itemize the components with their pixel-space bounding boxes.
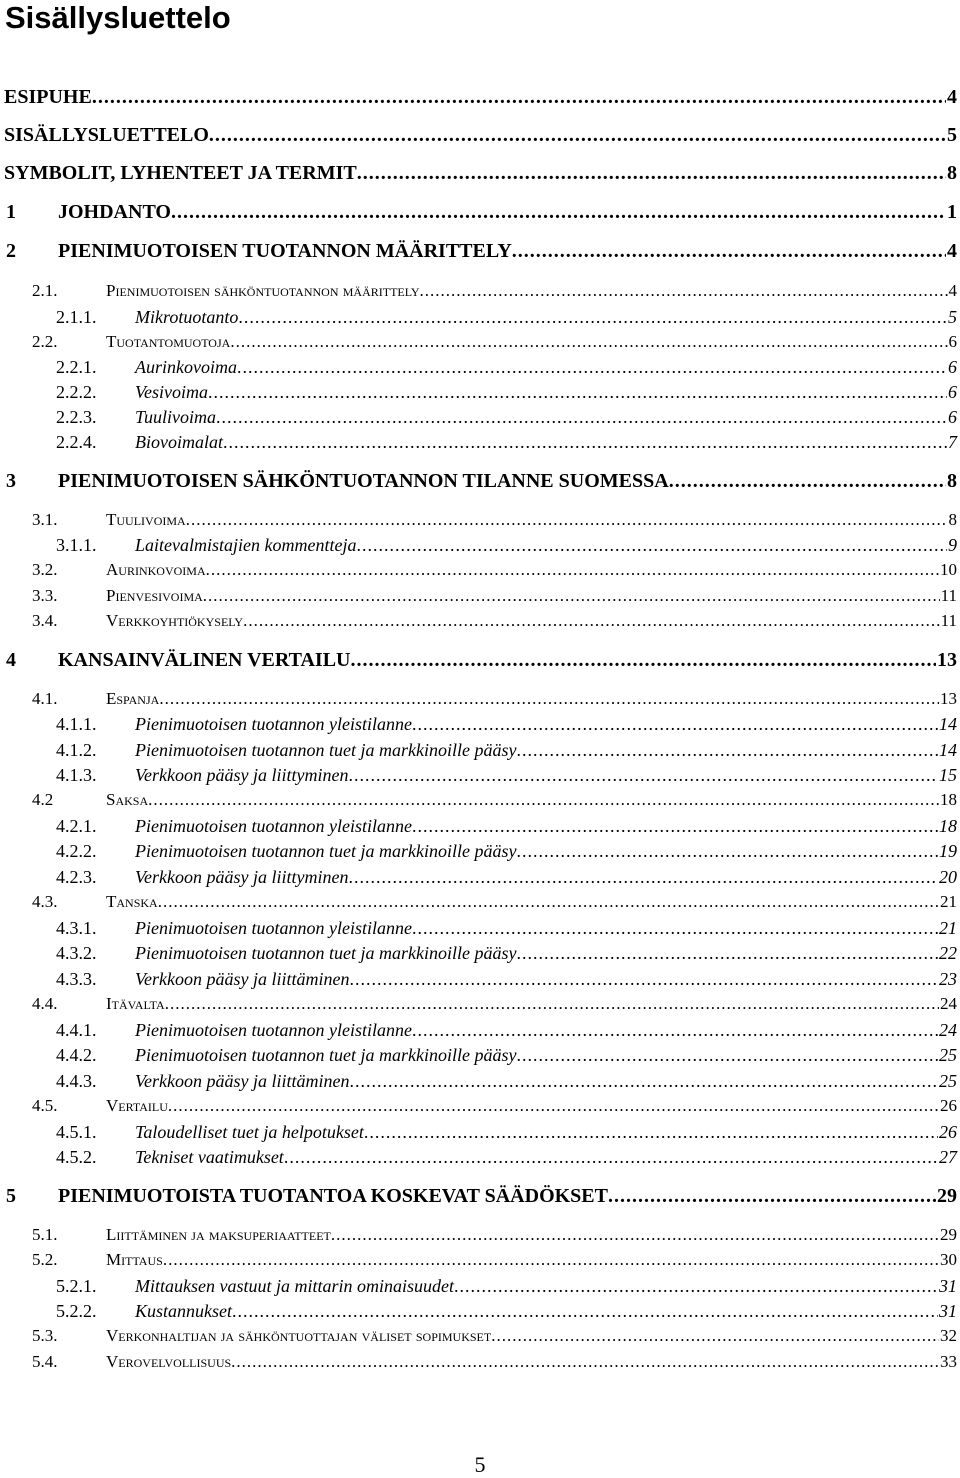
- dot-leader: [92, 86, 946, 109]
- toc-entry-label: Pienvesivoima: [106, 586, 203, 605]
- toc-entry[interactable]: [0, 1071, 960, 1097]
- dot-leader: [669, 470, 946, 493]
- toc-entry-number: 3: [6, 470, 16, 492]
- toc-entry-label: Kustannukset: [135, 1301, 232, 1321]
- dot-leader: [349, 1071, 938, 1092]
- toc-entry[interactable]: [0, 586, 960, 612]
- toc-entry-label: Pienimuotoisen tuotannon yleistilanne: [135, 714, 412, 734]
- toc-entry-number: 1: [6, 201, 16, 223]
- toc-entry-label: Verkkoon pääsy ja liittäminen: [135, 969, 350, 989]
- toc-entry-page: 6: [948, 332, 957, 351]
- toc-entry[interactable]: [0, 740, 960, 766]
- dot-leader: [351, 649, 937, 672]
- toc-entry-label: Tanska: [106, 892, 158, 911]
- toc-entry-number: 5.2.2.: [56, 1301, 97, 1321]
- toc-entry-label: Taloudelliset tuet ja helpotukset: [135, 1122, 364, 1142]
- toc-entry[interactable]: [0, 994, 960, 1020]
- toc-entry[interactable]: [0, 1326, 960, 1352]
- toc-entry-number: 3.2.: [32, 560, 58, 579]
- toc-entry-page: 30: [940, 1250, 957, 1269]
- toc-entry-label: Mittauksen vastuut ja mittarin ominaisuudet: [135, 1276, 454, 1296]
- toc-entry[interactable]: [0, 1250, 960, 1276]
- toc-entry[interactable]: [0, 765, 960, 791]
- toc-entry[interactable]: [0, 714, 960, 740]
- toc-entry-label: PIENIMUOTOISTA TUOTANTOA KOSKEVAT SÄÄDÖKSET: [58, 1185, 608, 1207]
- toc-entry[interactable]: [0, 790, 960, 816]
- toc-entry-label: Liittäminen ja maksuperiaatteet: [106, 1225, 331, 1244]
- toc-entry-label: Espanja: [106, 689, 160, 708]
- toc-entry-page: 31: [939, 1276, 957, 1296]
- toc-entry-number: 4.3.3.: [56, 969, 97, 989]
- toc-entry-page: 33: [940, 1352, 957, 1371]
- toc-entry-label: PIENIMUOTOISEN TUOTANNON MÄÄRITTELY: [58, 240, 512, 262]
- toc-entry-number: 4.4.: [32, 994, 58, 1013]
- toc-entry[interactable]: [0, 307, 960, 333]
- dot-leader: [163, 1250, 939, 1270]
- toc-entry-label: Tuulivoima: [106, 510, 186, 529]
- toc-entry-page: 32: [940, 1326, 957, 1345]
- toc-entry-page: 25: [939, 1071, 957, 1091]
- toc-entry-page: 11: [940, 586, 957, 605]
- toc-entry[interactable]: [0, 918, 960, 944]
- toc-entry-page: 8: [947, 470, 957, 492]
- toc-entry[interactable]: [0, 1045, 960, 1071]
- toc-entry[interactable]: [0, 1096, 960, 1122]
- toc-entry-number: 4.2.1.: [56, 816, 97, 836]
- dot-leader: [512, 240, 946, 263]
- toc-entry[interactable]: [0, 240, 960, 266]
- dot-leader: [186, 510, 948, 530]
- dot-leader: [348, 765, 938, 786]
- toc-entry-page: 5: [947, 124, 957, 146]
- toc-entry[interactable]: [0, 357, 960, 383]
- toc-entry[interactable]: [0, 407, 960, 433]
- toc-entry-label: JOHDANTO: [58, 201, 171, 223]
- toc-entry-number: 2.2.2.: [56, 382, 97, 402]
- dot-leader: [412, 714, 938, 735]
- toc-entry-page: 9: [948, 535, 957, 555]
- toc-entry-label: Pienimuotoisen sähköntuotannon määrittely: [106, 281, 420, 300]
- toc-entry-page: 4: [947, 86, 957, 108]
- toc-entry-page: 13: [937, 649, 957, 671]
- toc-entry-number: 4.1.: [32, 689, 58, 708]
- toc-entry-label: Mikrotuotanto: [135, 307, 239, 327]
- toc-entry-page: 27: [939, 1147, 957, 1167]
- toc-entry[interactable]: [0, 124, 960, 150]
- toc-entry-page: 13: [940, 689, 957, 708]
- toc-entry-number: 4.1.3.: [56, 765, 97, 785]
- toc-entry-page: 29: [940, 1225, 957, 1244]
- toc-entry-label: Aurinkovoima: [135, 357, 237, 377]
- toc-entry-label: Mittaus: [106, 1250, 163, 1269]
- toc-entry-page: 26: [939, 1122, 957, 1142]
- toc-entry-label: Verovelvollisuus: [106, 1352, 232, 1371]
- dot-leader: [412, 1020, 938, 1041]
- toc-entry[interactable]: [0, 943, 960, 969]
- dot-leader: [243, 611, 940, 631]
- toc-entry[interactable]: [0, 1147, 960, 1173]
- toc-entry-number: 5.1.: [32, 1225, 58, 1244]
- dot-leader: [171, 201, 946, 224]
- dot-leader: [209, 124, 946, 147]
- toc-entry-label: Tekniset vaatimukset: [135, 1147, 284, 1167]
- toc-entry-page: 15: [939, 765, 957, 785]
- toc-entry-label: Pienimuotoisen tuotannon tuet ja markkinoille pääsy: [135, 1045, 517, 1065]
- dot-leader: [203, 586, 940, 606]
- dot-leader: [412, 918, 938, 939]
- toc-entry-number: 2.2.4.: [56, 432, 97, 452]
- toc-entry-label: SISÄLLYSLUETTELO: [4, 124, 209, 146]
- toc-entry-number: 3.4.: [32, 611, 58, 630]
- toc-entry-label: Tuotantomuotoja: [106, 332, 231, 351]
- toc-entry[interactable]: [0, 560, 960, 586]
- toc-entry-page: 4: [948, 281, 957, 300]
- toc-entry[interactable]: [0, 1225, 960, 1251]
- toc-entry-number: 2.2.: [32, 332, 58, 351]
- toc-entry-page: 22: [939, 943, 957, 963]
- toc-entry-page: 5: [948, 307, 957, 327]
- toc-entry-label: Verkkoon pääsy ja liittäminen: [135, 1071, 350, 1091]
- toc-entry-label: Itävalta: [106, 994, 165, 1013]
- toc-entry-page: 18: [940, 790, 957, 809]
- toc-entry[interactable]: [0, 201, 960, 227]
- dot-leader: [237, 357, 947, 378]
- toc-entry-number: 4.2: [32, 790, 54, 809]
- dot-leader: [364, 1122, 938, 1143]
- toc-entry-page: 1: [947, 201, 957, 223]
- toc-entry[interactable]: [0, 1020, 960, 1046]
- toc-entry-number: 4.5.1.: [56, 1122, 97, 1142]
- toc-entry-label: KANSAINVÄLINEN VERTAILU: [58, 649, 351, 671]
- toc-entry-number: 4.2.3.: [56, 867, 97, 887]
- dot-leader: [216, 407, 947, 428]
- toc-entry-number: 2.1.: [32, 281, 58, 300]
- toc-entry-number: 4.4.1.: [56, 1020, 97, 1040]
- dot-leader: [148, 790, 939, 810]
- toc-entry-label: Pienimuotoisen tuotannon tuet ja markkinoille pääsy: [135, 841, 517, 861]
- toc-entry-page: 8: [947, 162, 957, 184]
- toc-entry[interactable]: [0, 432, 960, 458]
- toc-entry[interactable]: [0, 332, 960, 358]
- toc-entry-number: 3.1.: [32, 510, 58, 529]
- dot-leader: [349, 969, 938, 990]
- dot-leader: [331, 1225, 939, 1245]
- toc-entry[interactable]: [0, 281, 960, 307]
- dot-leader: [230, 332, 947, 352]
- toc-entry-page: 6: [948, 382, 957, 402]
- dot-leader: [231, 1352, 939, 1372]
- toc-entry-number: 2.1.1.: [56, 307, 97, 327]
- toc-entry-label: Pienimuotoisen tuotannon yleistilanne: [135, 816, 412, 836]
- toc-entry[interactable]: [0, 510, 960, 536]
- toc-entry[interactable]: [0, 1122, 960, 1148]
- toc-entry-label: ESIPUHE: [4, 86, 92, 108]
- toc-entry-label: Vesivoima: [135, 382, 208, 402]
- toc-entry-page: 24: [940, 994, 957, 1013]
- toc-entry-number: 4.5.: [32, 1096, 58, 1115]
- toc-entry-page: 21: [940, 892, 957, 911]
- dot-leader: [223, 432, 947, 453]
- toc-entry-page: 4: [947, 240, 957, 262]
- toc-entry-label: Pienimuotoisen tuotannon yleistilanne: [135, 918, 412, 938]
- toc-entry[interactable]: [0, 867, 960, 893]
- toc-entry-page: 21: [939, 918, 957, 938]
- toc-entry-label: Pienimuotoisen tuotannon tuet ja markkinoille pääsy: [135, 943, 517, 963]
- toc-entry[interactable]: [0, 689, 960, 715]
- toc-entry[interactable]: [0, 892, 960, 918]
- dot-leader: [357, 162, 946, 185]
- dot-leader: [516, 740, 938, 761]
- toc-entry[interactable]: [0, 382, 960, 408]
- toc-entry-page: 6: [948, 407, 957, 427]
- dot-leader: [208, 382, 947, 403]
- toc-entry-label: Saksa: [106, 790, 149, 809]
- toc-entry-number: 2.2.3.: [56, 407, 97, 427]
- toc-entry-page: 24: [939, 1020, 957, 1040]
- toc-entry-number: 4.1.2.: [56, 740, 97, 760]
- dot-leader: [165, 994, 939, 1014]
- dot-leader: [491, 1326, 939, 1346]
- toc-entry-label: Biovoimalat: [135, 432, 223, 452]
- dot-leader: [159, 689, 939, 709]
- toc-entry-number: 4.1.1.: [56, 714, 97, 734]
- dot-leader: [608, 1185, 936, 1208]
- dot-leader: [516, 943, 938, 964]
- dot-leader: [206, 560, 939, 580]
- toc-entry[interactable]: [0, 1276, 960, 1302]
- toc-entry[interactable]: [0, 535, 960, 561]
- toc-entry-label: Pienimuotoisen tuotannon tuet ja markkinoille pääsy: [135, 740, 517, 760]
- toc-entry-label: SYMBOLIT, LYHENTEET JA TERMIT: [4, 162, 357, 184]
- dot-leader: [168, 1096, 939, 1116]
- toc-entry-page: 20: [939, 867, 957, 887]
- toc-entry[interactable]: [0, 1301, 960, 1327]
- toc-entry-label: Vertailu: [106, 1096, 168, 1115]
- toc-entry-page: 18: [939, 816, 957, 836]
- toc-entry-page: 10: [940, 560, 957, 579]
- toc-entry-page: 19: [939, 841, 957, 861]
- toc-entry-number: 5.3.: [32, 1326, 58, 1345]
- toc-entry-number: 4.3.2.: [56, 943, 97, 963]
- toc-entry-number: 4.3.1.: [56, 918, 97, 938]
- toc-entry[interactable]: [0, 969, 960, 995]
- toc-entry[interactable]: [0, 470, 960, 496]
- page-title: Sisällysluettelo: [5, 0, 231, 35]
- toc-entry[interactable]: [0, 1185, 960, 1211]
- toc-entry[interactable]: [0, 86, 960, 112]
- toc-entry-page: 23: [939, 969, 957, 989]
- toc-entry-number: 4.4.2.: [56, 1045, 97, 1065]
- toc-entry[interactable]: [0, 1352, 960, 1378]
- toc-entry-label: Verkkoon pääsy ja liittyminen: [135, 867, 349, 887]
- toc-entry-page: 25: [939, 1045, 957, 1065]
- toc-entry-page: 14: [939, 714, 957, 734]
- toc-entry-number: 2.2.1.: [56, 357, 97, 377]
- toc-entry[interactable]: [0, 162, 960, 188]
- toc-entry[interactable]: [0, 649, 960, 675]
- dot-leader: [412, 816, 938, 837]
- toc-entry-number: 5.4.: [32, 1352, 58, 1371]
- toc-entry-page: 11: [940, 611, 957, 630]
- toc-entry-number: 5.2.: [32, 1250, 58, 1269]
- toc-entry[interactable]: [0, 841, 960, 867]
- toc-entry-page: 31: [939, 1301, 957, 1321]
- toc-entry-number: 4.2.2.: [56, 841, 97, 861]
- dot-leader: [420, 281, 948, 301]
- toc-entry-page: 29: [937, 1185, 957, 1207]
- dot-leader: [348, 867, 938, 888]
- toc-entry-number: 4.4.3.: [56, 1071, 97, 1091]
- page-number: 5: [474, 1452, 486, 1477]
- dot-leader: [238, 307, 947, 328]
- toc-entry-page: 14: [939, 740, 957, 760]
- toc-entry-label: Verkonhaltijan ja sähköntuottajan väliset sopimukset: [106, 1326, 492, 1345]
- dot-leader: [454, 1276, 938, 1297]
- toc-entry-label: Laitevalmistajien kommentteja: [135, 535, 357, 555]
- toc-entry-label: Verkkoyhtiökysely: [106, 611, 244, 630]
- dot-leader: [232, 1301, 938, 1322]
- toc-entry-page: 6: [948, 357, 957, 377]
- toc-entry-number: 3.3.: [32, 586, 58, 605]
- toc-entry-number: 4.5.2.: [56, 1147, 97, 1167]
- dot-leader: [158, 892, 939, 912]
- toc-entry-label: Pienimuotoisen tuotannon yleistilanne: [135, 1020, 412, 1040]
- dot-leader: [516, 1045, 938, 1066]
- toc-entry-label: Tuulivoima: [135, 407, 217, 427]
- toc-entry-page: 8: [948, 510, 957, 529]
- dot-leader: [356, 535, 947, 556]
- toc-entry-label: Verkkoon pääsy ja liittyminen: [135, 765, 349, 785]
- toc-entry[interactable]: [0, 816, 960, 842]
- toc-entry-number: 4: [6, 649, 16, 671]
- toc-entry-label: PIENIMUOTOISEN SÄHKÖNTUOTANNON TILANNE SUOMESSA: [58, 470, 669, 492]
- dot-leader: [284, 1147, 938, 1168]
- toc-entry[interactable]: [0, 611, 960, 637]
- toc-entry-number: 2: [6, 240, 16, 262]
- toc-entry-number: 5: [6, 1185, 16, 1207]
- toc-entry-number: 5.2.1.: [56, 1276, 97, 1296]
- toc-entry-label: Aurinkovoima: [106, 560, 206, 579]
- toc-entry-page: 26: [940, 1096, 957, 1115]
- toc-entry-number: 3.1.1.: [56, 535, 97, 555]
- dot-leader: [516, 841, 938, 862]
- toc-entry-number: 4.3.: [32, 892, 58, 911]
- toc-entry-page: 7: [948, 432, 957, 452]
